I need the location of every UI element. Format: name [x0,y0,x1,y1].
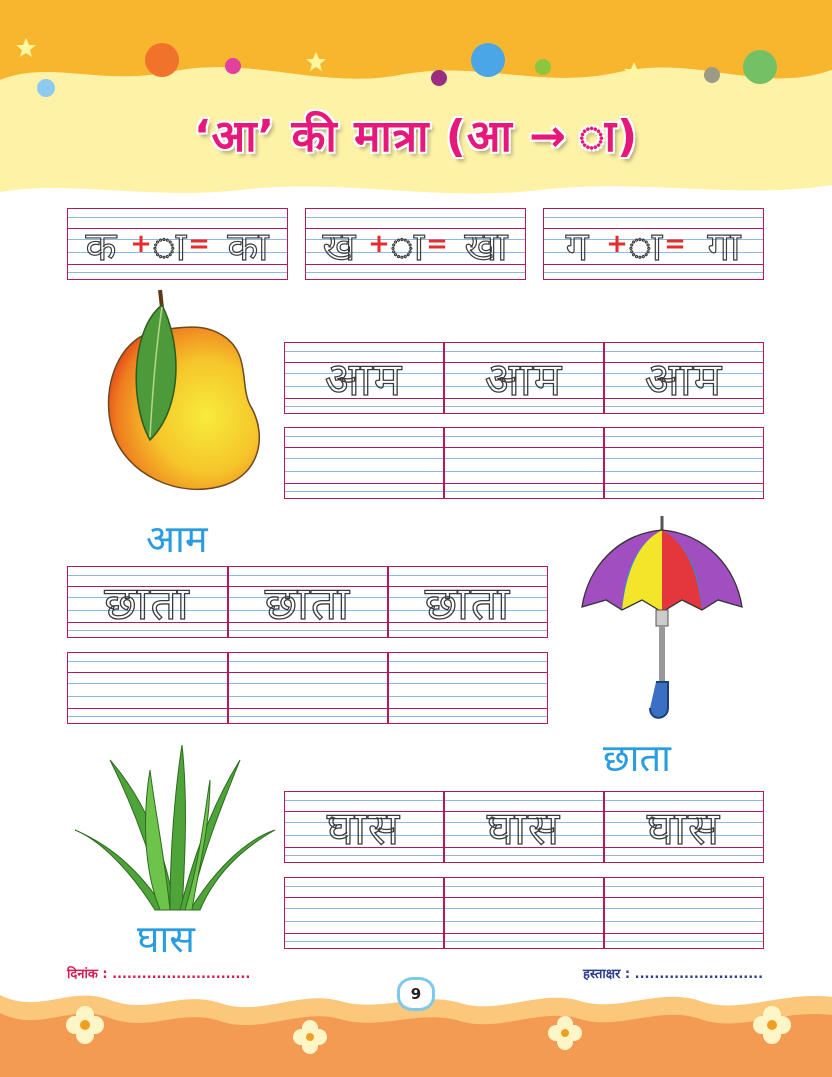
signature-label: हस्ताक्षर : [583,967,631,982]
trace-result: का [227,223,269,270]
mango-icon [100,285,270,500]
header-banner [0,0,832,200]
page-title: ‘आ’ की मात्रा (आ → ा) [193,111,639,162]
signature-dots: .......................... [634,967,764,982]
equals-sign: = [188,229,210,259]
trace-word: घास [646,801,722,855]
trace-word: छाता [264,576,352,630]
combo-box-ga [543,208,764,280]
write-row-chhata[interactable] [67,652,548,724]
label-ghaas: घास [137,917,195,961]
page-number: 9 [400,980,432,1008]
plus-sign: + [606,229,628,259]
trace-word: छाता [104,576,191,630]
plus-sign: + [368,229,390,259]
trace-word: घास [326,801,402,855]
trace-matra: ा [627,223,663,270]
trace-result: गा [707,223,741,270]
plus-sign: + [130,229,152,259]
trace-word: आम [644,352,724,406]
combo-box-ka [67,208,288,280]
trace-word: आम [484,352,564,406]
trace-matra: ा [389,223,425,270]
trace-matra: ा [151,223,187,270]
balloon-icon [145,43,179,77]
equals-sign: = [426,229,448,259]
trace-base: ग [565,223,589,270]
trace-row-aam [284,342,764,414]
label-aam: आम [146,517,208,561]
trace-row-ghaas [284,791,764,863]
trace-word: छाता [424,576,512,630]
trace-word: आम [324,352,404,406]
date-label: दिनांक : [67,967,108,982]
umbrella-icon [578,512,746,724]
combo-box-kha [305,208,526,280]
trace-base: ख [322,223,356,270]
trace-row-chhata [67,566,548,638]
write-row-ghaas[interactable] [284,877,764,949]
grass-icon [70,740,280,915]
date-dots: ............................ [112,967,251,982]
write-row-aam[interactable] [284,427,764,499]
trace-result: खा [464,223,508,270]
equals-sign: = [664,229,686,259]
trace-word: घास [486,801,562,855]
label-chhata: छाता [603,736,671,780]
trace-base: क [85,223,117,270]
